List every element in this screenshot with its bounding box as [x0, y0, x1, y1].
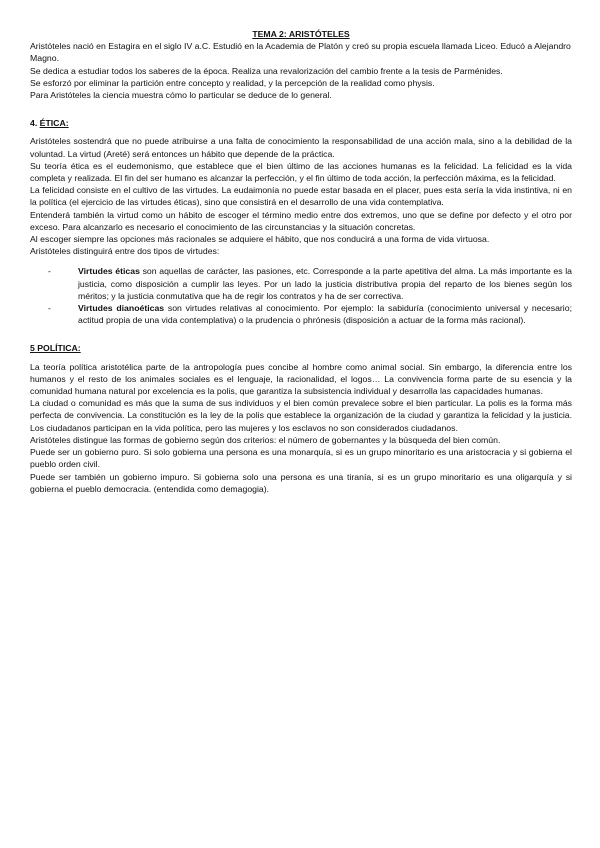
virtue-description: son aquellas de carácter, las pasiones, etc. Corresponde a la parte apetitiva del alma. La más importante es la justicia, como disposición a cumplir las leyes. Por un lado la justicia distributiva propia del reparto de los bienes según los méritos; y la justicia conmutativa que ha de regir los contratos y ha de ser correctiva. — [78, 266, 572, 301]
list-dash: - — [48, 303, 51, 314]
politica-heading — [30, 342, 572, 354]
politica-heading-text: POLÍTICA: — [37, 343, 81, 354]
politica-paragraph: La ciudad o comunidad es más que la suma de sus individuos y el bien común prevalece sobre el bien particular. La polis es la forma más perfecta de convivencia. La constitución es la ley de la polis que establece la organización de la ciudad y garantiza la felicidad y la justicia. Los ciudadanos participan en la vida política, pero las mujeres y los esclavos no son considerados ciudadanos. — [30, 398, 572, 433]
politica-paragraph: La teoría política aristotélica parte de la antropología pues concibe al hombre como animal social. Sin embargo, la diferencia entre los humanos y el resto de los animales sociales es el lenguaje, la racionalidad, el logos… La convivencia forma parte de su esencia y la comunidad humana natural por excelencia es la polis, que garantiza la subsistencia individual y desarrolla las capacidades humanas. — [30, 361, 572, 397]
virtue-term: Virtudes éticas — [78, 266, 140, 277]
politica-paragraph: Puede ser también un gobierno impuro. Si gobierna solo una persona es una tiranía, si es un grupo minoritario es una oligarquía y si gobierna el pueblo democracia. (entendida como demagogia). — [30, 471, 572, 494]
list-item — [30, 265, 572, 302]
etica-paragraph: Aristóteles distinguirá entre dos tipos de virtudes: — [30, 246, 220, 257]
document-page — [30, 28, 572, 495]
intro-section — [30, 40, 572, 101]
intro-paragraph: Para Aristóteles la ciencia muestra cómo lo particular se deduce de lo general. — [30, 90, 332, 101]
document-title: TEMA 2: ARISTÓTELES — [252, 29, 350, 39]
list-dash: - — [48, 266, 51, 277]
intro-paragraph: Se dedica a estudiar todos los saberes de la época. Realiza una revalorización del cambio frente a la tesis de Parménides. — [30, 65, 503, 76]
etica-paragraph: Su teoría ética es el eudemonismo, que establece que el bien último de las acciones humanas es la felicidad. La felicidad es la vida completa y realizada. El fin del ser humano es alcanzar la perfección, y el fin último de toda acción, la perfección máxima, es la felicidad. — [30, 160, 572, 184]
etica-paragraph: Entenderá también la virtud como un hábito de escoger el término medio entre dos extremos, uno que se define por defecto y el otro por exceso. Para alcanzarlo es necesario el conocimiento de las circunstancias y la situación concretas. — [30, 209, 572, 232]
politica-paragraph: Puede ser un gobierno puro. Si solo gobierna una persona es una monarquía, si es un grupo minoritario es una aristocracia y si gobierna el pueblo orden civil. — [30, 447, 572, 470]
politica-number: 5 — [30, 343, 35, 354]
virtue-term: Virtudes dianoéticas — [78, 303, 165, 314]
intro-paragraph: Aristóteles nació en Estagira en el siglo IV a.C. Estudió en la Academia de Platón y creó su propia escuela llamada Liceo. Educó a Alejandro Magno. — [30, 41, 571, 64]
virtues-list — [30, 265, 572, 326]
etica-number: 4. — [30, 118, 38, 129]
virtue-description: son virtudes relativas al conocimiento. Por ejemplo: la sabiduría (conocimiento universal y necesario; actitud propia de una vida contemplativa) o la prudencia o phrónesis (disposición a actuar de la forma más racional). — [78, 303, 572, 326]
intro-paragraph: Se esforzó por eliminar la partición entre concepto y realidad, y la percepción de la realidad como physis. — [30, 77, 435, 88]
politica-paragraph: Aristóteles distingue las formas de gobierno según dos criterios: el número de gobernantes y la búsqueda del bien común. — [30, 434, 501, 445]
etica-paragraph: La felicidad consiste en el cultivo de las virtudes. La eudaimonía no puede estar basada en el placer, pues esta sería la vida instintiva, ni en la política (el ejercicio de las virtudes éticas), sino que consistirá en el desarrollo de una vida contemplativa. — [30, 185, 572, 208]
etica-section — [30, 117, 572, 326]
etica-paragraph: Aristóteles sostendrá que no puede atribuirse a una falta de conocimiento la responsabilidad de una acción mala, sino a la debilidad de la voluntad. La virtud (Areté) será entonces un hábito que depende de la práctica. — [30, 136, 572, 159]
etica-heading — [30, 117, 572, 129]
etica-paragraph: Al escoger siempre las opciones más racionales se adquiere el hábito, que nos conducirá a una forma de vida virtuosa. — [30, 234, 490, 245]
list-item — [30, 302, 572, 326]
etica-heading-text: ÉTICA: — [39, 118, 69, 129]
politica-section — [30, 342, 572, 494]
